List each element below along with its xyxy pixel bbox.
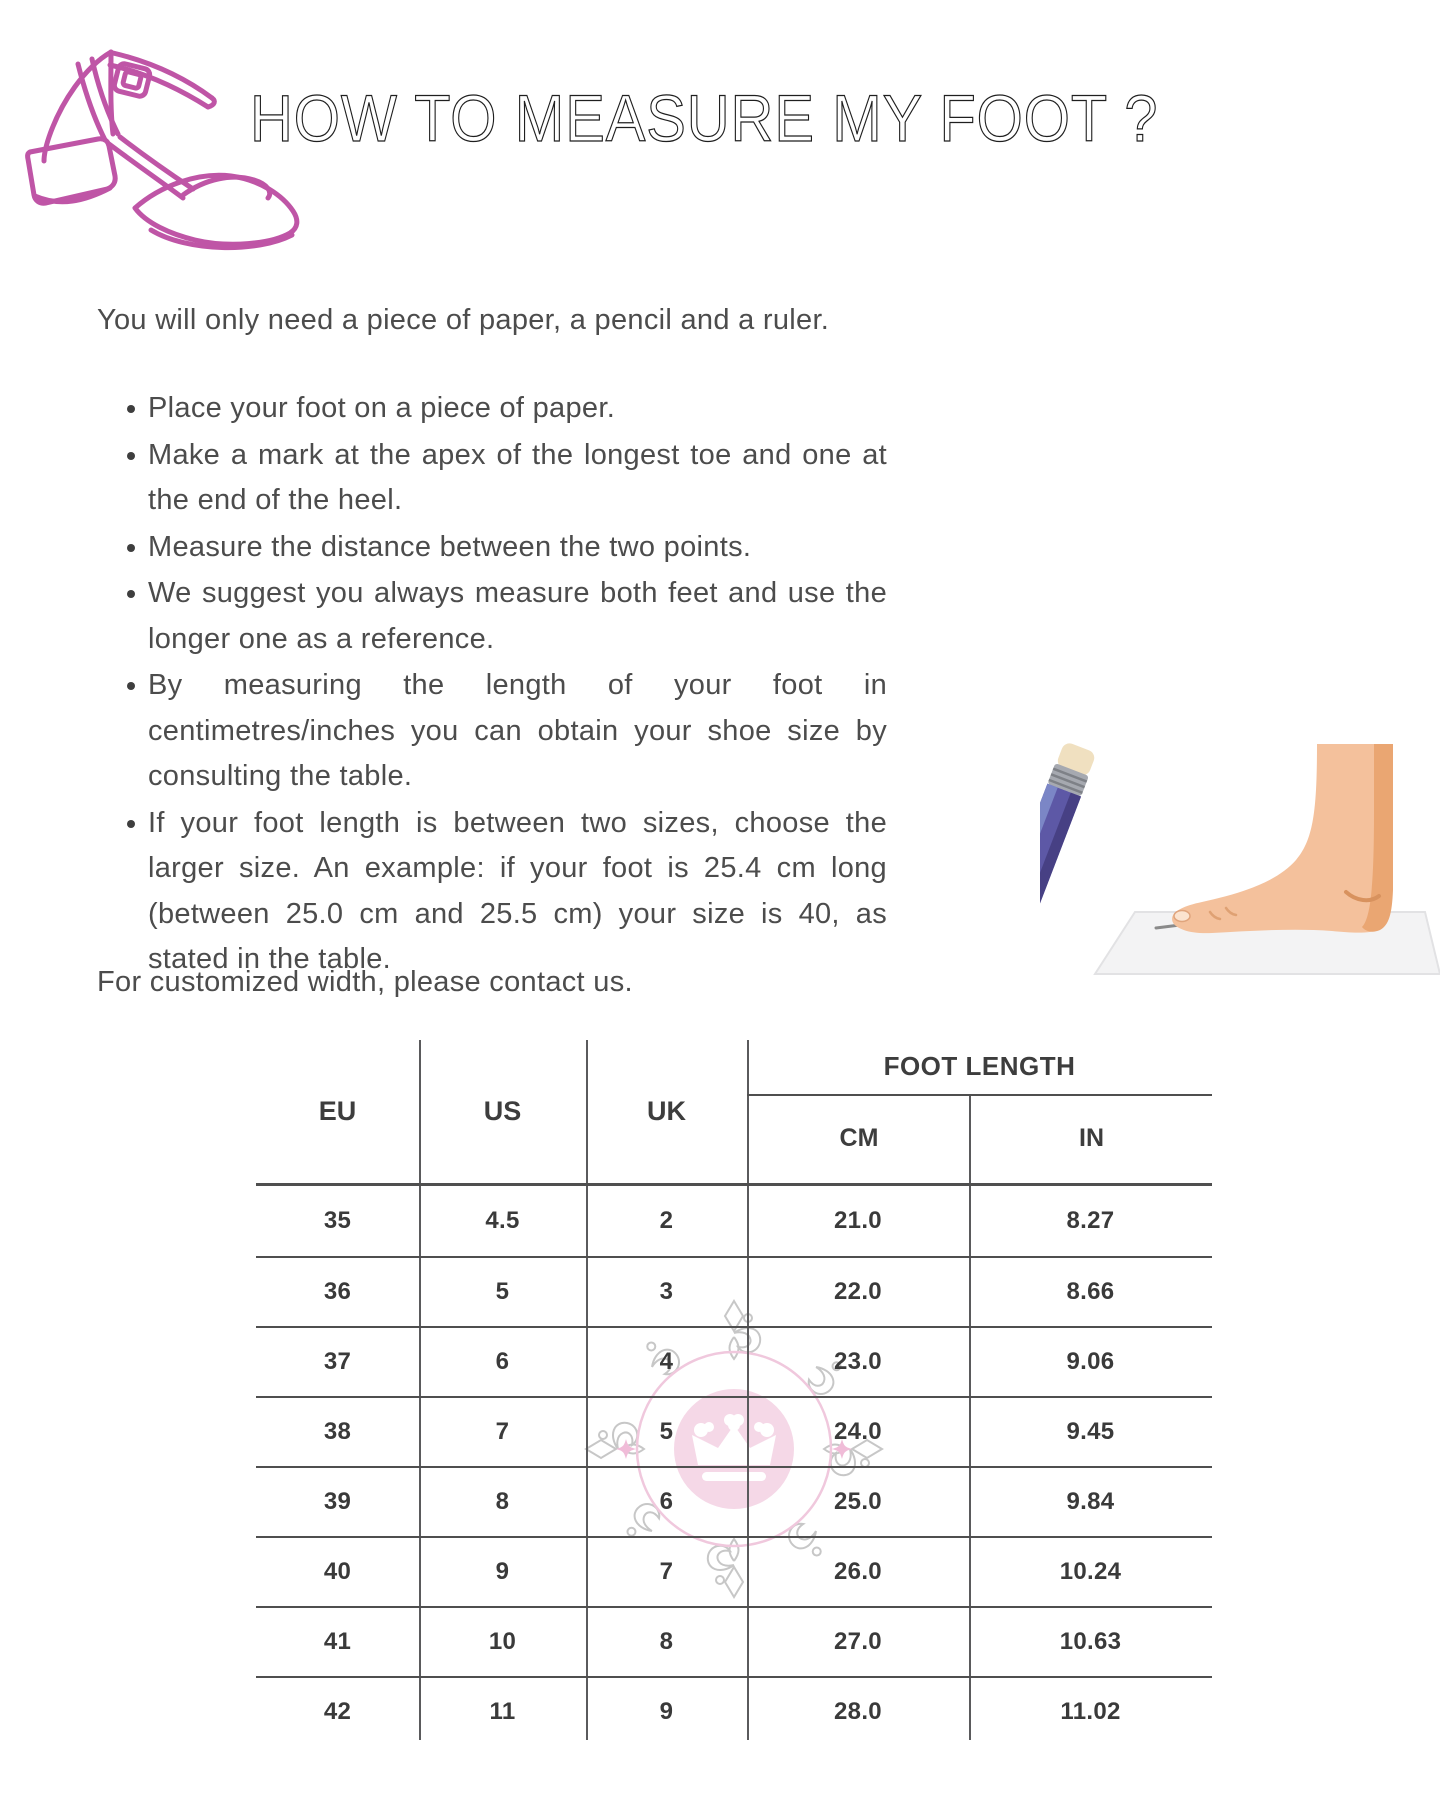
foot-shape	[1172, 744, 1393, 933]
size-table	[256, 1040, 1212, 1745]
column-header-cm: CM	[839, 1124, 879, 1152]
table-row	[256, 1536, 1212, 1606]
instruction-item	[125, 801, 887, 983]
instruction-list	[125, 386, 887, 984]
cell-in: 11.02	[1060, 1698, 1121, 1725]
cell-in: 9.45	[1066, 1418, 1115, 1445]
instruction-item	[125, 525, 887, 571]
cell-in: 8.66	[1066, 1278, 1115, 1305]
cell-uk: 9	[659, 1698, 674, 1725]
instruction-item	[125, 433, 887, 524]
cell-eu: 36	[323, 1278, 352, 1305]
cell-uk: 5	[659, 1418, 674, 1445]
cell-us: 6	[495, 1348, 510, 1375]
cell-us: 10	[488, 1628, 517, 1655]
cell-us: 4.5	[485, 1207, 520, 1234]
cell-uk: 4	[659, 1348, 674, 1375]
cell-in: 10.24	[1059, 1558, 1122, 1585]
cell-eu: 40	[323, 1558, 352, 1585]
pencil-foot-illustration	[1040, 722, 1440, 994]
table-row	[256, 1186, 1212, 1256]
cell-uk: 6	[659, 1488, 674, 1515]
cell-cm: 26.0	[834, 1558, 882, 1585]
instruction-text: Measure the distance between the two points.	[148, 530, 752, 563]
cell-cm: 23.0	[834, 1348, 882, 1375]
column-header-in: IN	[1079, 1124, 1104, 1152]
cell-us: 8	[495, 1488, 510, 1515]
cell-eu: 35	[323, 1207, 352, 1234]
cell-uk: 2	[659, 1207, 674, 1234]
cell-uk: 8	[659, 1628, 674, 1655]
intro-text: You will only need a piece of paper, a pencil and a ruler.	[97, 304, 830, 336]
cell-uk: 7	[659, 1558, 674, 1585]
cell-eu: 38	[323, 1418, 352, 1445]
page-title: HOW TO MEASURE MY FOOT ?	[250, 81, 1159, 155]
instruction-text: If your foot length is between two sizes, choose the larger size. An example: if your foot is 25.4 cm long (between 25.0 cm and 25.5 cm) your size is 40, as stated in the table.	[148, 806, 887, 975]
cell-eu: 41	[323, 1628, 352, 1655]
pencil-shape	[1040, 741, 1098, 943]
cell-eu: 37	[323, 1348, 352, 1375]
table-row	[256, 1396, 1212, 1466]
cell-in: 9.84	[1066, 1488, 1115, 1515]
size-table-body	[256, 1186, 1212, 1746]
instruction-item	[125, 663, 887, 800]
table-row	[256, 1256, 1212, 1326]
customized-width-note: For customized width, please contact us.	[97, 966, 633, 998]
cell-us: 11	[489, 1698, 516, 1725]
cell-uk: 3	[659, 1278, 674, 1305]
cell-cm: 21.0	[834, 1207, 882, 1234]
cell-eu: 42	[323, 1698, 352, 1725]
cell-in: 8.27	[1066, 1207, 1115, 1234]
instruction-item	[125, 571, 887, 662]
table-row	[256, 1676, 1212, 1746]
cell-cm: 24.0	[834, 1418, 882, 1445]
table-row	[256, 1606, 1212, 1676]
table-row	[256, 1326, 1212, 1396]
cell-cm: 22.0	[834, 1278, 882, 1305]
column-header-uk: UK	[647, 1096, 686, 1126]
cell-in: 9.06	[1066, 1348, 1115, 1375]
instruction-text: Place your foot on a piece of paper.	[148, 392, 616, 424]
cell-cm: 28.0	[834, 1698, 882, 1725]
instruction-text: By measuring the length of your foot in centimetres/inches you can obtain your shoe size by consulting the table.	[148, 669, 887, 792]
cell-in: 10.63	[1059, 1628, 1122, 1655]
cell-us: 5	[495, 1278, 510, 1305]
instruction-text: We suggest you always measure both feet and use the longer one as a reference.	[148, 577, 887, 655]
column-header-eu: EU	[318, 1096, 357, 1126]
cell-cm: 25.0	[834, 1488, 882, 1515]
instruction-item	[125, 386, 887, 432]
table-row	[256, 1466, 1212, 1536]
cell-cm: 27.0	[834, 1628, 882, 1655]
cell-us: 9	[495, 1558, 510, 1585]
column-header-foot-length: FOOT LENGTH	[883, 1050, 1076, 1081]
instruction-text: Make a mark at the apex of the longest toe and one at the end of the heel.	[148, 438, 887, 516]
column-header-us: US	[483, 1096, 522, 1126]
cell-eu: 39	[323, 1488, 352, 1515]
cell-us: 7	[495, 1418, 510, 1445]
